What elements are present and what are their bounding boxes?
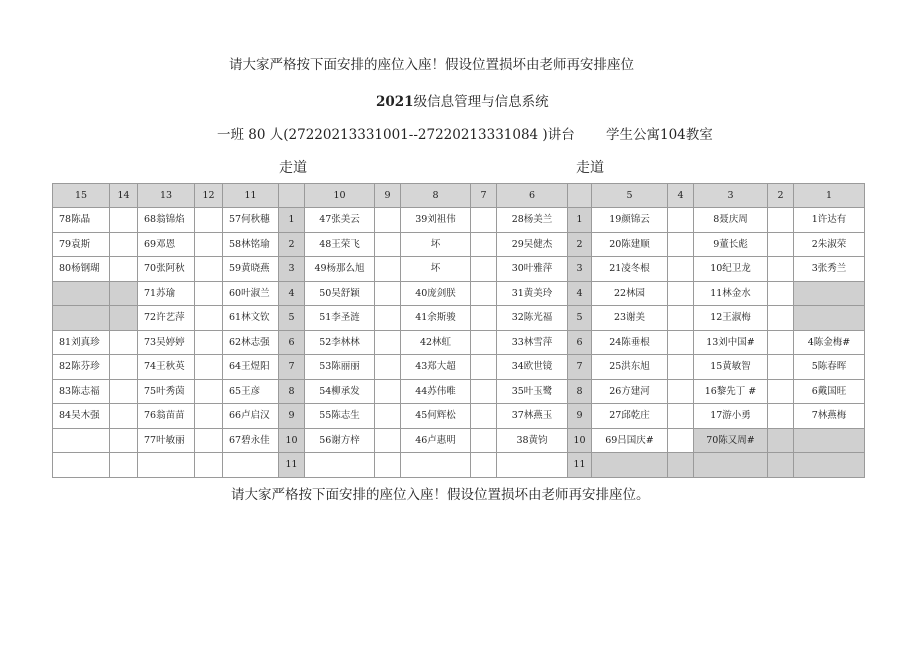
seat-cell: [668, 257, 694, 282]
seat-cell: 54柳承发: [305, 379, 375, 404]
seat-cell: [401, 453, 471, 478]
seat-cell: 69吕国庆#: [592, 428, 668, 453]
seat-cell: [375, 281, 401, 306]
seat-cell: [195, 306, 223, 331]
column-number: 11: [223, 184, 279, 208]
seat-cell: [668, 428, 694, 453]
seat-cell: [110, 232, 138, 257]
seat-row: [53, 281, 865, 306]
seat-cell: [53, 306, 110, 331]
seat-cell: [375, 306, 401, 331]
column-number: 9: [375, 184, 401, 208]
seat-cell: 31黄美玲: [497, 281, 568, 306]
seat-cell: [195, 208, 223, 233]
seat-cell: 52李林林: [305, 330, 375, 355]
seat-cell: [668, 330, 694, 355]
seat-cell: [110, 208, 138, 233]
seat-cell: [768, 232, 794, 257]
row-number: 10: [568, 428, 592, 453]
seat-cell: 23谢美: [592, 306, 668, 331]
seat-cell: [195, 453, 223, 478]
seat-cell: 69邓恩: [138, 232, 195, 257]
seat-cell: 20陈建顺: [592, 232, 668, 257]
column-number: [279, 184, 305, 208]
seat-cell: 61林文钦: [223, 306, 279, 331]
seat-cell: [375, 379, 401, 404]
notice-bottom: 请大家严格按下面安排的座位入座！假设位置损坏由老师再安排座位。: [231, 487, 650, 503]
title-rest: 级信息管理与信息系统: [413, 94, 549, 110]
seat-cell: [375, 257, 401, 282]
seat-cell: [668, 404, 694, 429]
seat-cell: 75叶秀茵: [138, 379, 195, 404]
seat-cell: 58林铭瑜: [223, 232, 279, 257]
seat-cell: 40庞剑朕: [401, 281, 471, 306]
column-number: 15: [53, 184, 110, 208]
seat-cell: [195, 330, 223, 355]
seat-cell: 25洪东旭: [592, 355, 668, 380]
seat-cell: [768, 281, 794, 306]
row-number: 7: [568, 355, 592, 380]
column-number: 12: [195, 184, 223, 208]
seat-cell: [471, 453, 497, 478]
column-number: 8: [401, 184, 471, 208]
seat-cell: [305, 453, 375, 478]
seat-row: [53, 257, 865, 282]
seat-cell: [471, 208, 497, 233]
seat-cell: [110, 257, 138, 282]
seat-cell: [110, 379, 138, 404]
column-number: 13: [138, 184, 195, 208]
seat-cell: 67碧永佳: [223, 428, 279, 453]
row-number: 11: [568, 453, 592, 478]
seat-cell: [53, 453, 110, 478]
seat-cell: [110, 330, 138, 355]
seat-cell: [668, 281, 694, 306]
row-number: 5: [279, 306, 305, 331]
seat-cell: [195, 232, 223, 257]
seat-cell: 81刘真珍: [53, 330, 110, 355]
seat-row: [53, 306, 865, 331]
row-number: 11: [279, 453, 305, 478]
seat-cell: [110, 281, 138, 306]
seat-cell: 44苏伟唯: [401, 379, 471, 404]
seat-cell: 4陈金梅#: [794, 330, 865, 355]
seat-cell: 65王彦: [223, 379, 279, 404]
seat-cell: [471, 428, 497, 453]
seat-cell: [768, 257, 794, 282]
seat-cell: 74王秋英: [138, 355, 195, 380]
row-number: 8: [279, 379, 305, 404]
seat-cell: 50吴舒颖: [305, 281, 375, 306]
seat-cell: [471, 281, 497, 306]
seat-row: [53, 208, 865, 233]
seat-cell: 68翁锦焰: [138, 208, 195, 233]
column-number: 1: [794, 184, 865, 208]
seat-cell: [794, 281, 865, 306]
seat-cell: [471, 306, 497, 331]
seat-cell: 2朱淑荣: [794, 232, 865, 257]
seating-table: [52, 183, 865, 478]
seat-cell: [668, 453, 694, 478]
seat-cell: [195, 355, 223, 380]
seat-cell: 17游小勇: [694, 404, 768, 429]
column-number: 10: [305, 184, 375, 208]
seat-row: [53, 379, 865, 404]
seat-cell: [375, 404, 401, 429]
column-number: 5: [592, 184, 668, 208]
seat-row: [53, 355, 865, 380]
seat-cell: 21凌冬根: [592, 257, 668, 282]
seat-cell: 56谢方梓: [305, 428, 375, 453]
seat-cell: 12王淑梅: [694, 306, 768, 331]
seat-cell: [375, 232, 401, 257]
row-number: 1: [279, 208, 305, 233]
column-number: [568, 184, 592, 208]
seat-cell: 43郑大超: [401, 355, 471, 380]
seat-cell: 78陈晶: [53, 208, 110, 233]
row-number: 6: [568, 330, 592, 355]
seat-cell: 70陈又周#: [694, 428, 768, 453]
row-number: 2: [568, 232, 592, 257]
seat-cell: 37林燕玉: [497, 404, 568, 429]
column-number: 3: [694, 184, 768, 208]
seat-cell: [668, 355, 694, 380]
seat-cell: 3张秀兰: [794, 257, 865, 282]
seat-cell: [110, 404, 138, 429]
seat-cell: [794, 453, 865, 478]
seat-cell: 55陈志生: [305, 404, 375, 429]
seat-cell: [668, 379, 694, 404]
seat-cell: 80杨钢瑚: [53, 257, 110, 282]
seat-cell: 11林金水: [694, 281, 768, 306]
seat-cell: 73吴婷婷: [138, 330, 195, 355]
seat-cell: 72许艺萍: [138, 306, 195, 331]
class-info: 一班 80 人(27220213331001--27220213331084 )讲台: [217, 127, 575, 143]
seat-cell: [195, 379, 223, 404]
seat-cell: [471, 404, 497, 429]
seat-cell: [768, 355, 794, 380]
seat-cell: 35叶玉鹭: [497, 379, 568, 404]
seat-cell: [471, 379, 497, 404]
row-number: 9: [568, 404, 592, 429]
seat-cell: [375, 330, 401, 355]
column-number: 2: [768, 184, 794, 208]
seat-cell: [471, 330, 497, 355]
seat-cell: 8聂庆周: [694, 208, 768, 233]
seat-cell: 84吴木强: [53, 404, 110, 429]
seat-cell: [195, 404, 223, 429]
seat-cell: 坏: [401, 257, 471, 282]
seat-cell: [668, 306, 694, 331]
seat-cell: 70张阿秋: [138, 257, 195, 282]
seat-cell: 38黄钧: [497, 428, 568, 453]
seat-cell: [471, 232, 497, 257]
notice-top: 请大家严格按下面安排的座位入座！假设位置损坏由老师再安排座位: [229, 57, 634, 73]
seat-cell: 5陈春晖: [794, 355, 865, 380]
seat-cell: [195, 428, 223, 453]
seat-cell: 64王煜阳: [223, 355, 279, 380]
seat-cell: [768, 330, 794, 355]
row-number: 5: [568, 306, 592, 331]
row-number: 8: [568, 379, 592, 404]
seat-row: [53, 428, 865, 453]
seat-cell: 59黄晓燕: [223, 257, 279, 282]
seat-cell: [195, 257, 223, 282]
seat-cell: 62林志强: [223, 330, 279, 355]
column-number: 6: [497, 184, 568, 208]
row-number: 2: [279, 232, 305, 257]
seat-cell: [668, 208, 694, 233]
seat-cell: [53, 428, 110, 453]
seat-cell: 22林园: [592, 281, 668, 306]
seat-cell: 66卢启汉: [223, 404, 279, 429]
seat-cell: 76翁苗苗: [138, 404, 195, 429]
seat-cell: [471, 257, 497, 282]
row-number: 3: [568, 257, 592, 282]
column-header-row: [53, 184, 865, 208]
seat-cell: 10纪卫龙: [694, 257, 768, 282]
seat-cell: 83陈志福: [53, 379, 110, 404]
seat-row: [53, 232, 865, 257]
seat-cell: 1许达有: [794, 208, 865, 233]
row-number: 9: [279, 404, 305, 429]
seat-cell: [768, 453, 794, 478]
seat-cell: 13刘中国#: [694, 330, 768, 355]
row-number: 10: [279, 428, 305, 453]
seat-cell: 71苏瑜: [138, 281, 195, 306]
seat-cell: [768, 379, 794, 404]
seat-cell: 82陈芬珍: [53, 355, 110, 380]
seat-cell: 26方建河: [592, 379, 668, 404]
seat-cell: 27邱乾庄: [592, 404, 668, 429]
seat-cell: 53陈丽丽: [305, 355, 375, 380]
column-number: 14: [110, 184, 138, 208]
seat-cell: 7林燕梅: [794, 404, 865, 429]
row-number: 6: [279, 330, 305, 355]
column-number: 7: [471, 184, 497, 208]
seat-cell: [375, 428, 401, 453]
seat-cell: [110, 428, 138, 453]
seat-cell: [592, 453, 668, 478]
seat-cell: [794, 306, 865, 331]
title-year: 2021: [376, 94, 414, 110]
seat-cell: 39刘祖伟: [401, 208, 471, 233]
seat-cell: [138, 453, 195, 478]
seat-cell: [471, 355, 497, 380]
seat-cell: [768, 306, 794, 331]
seat-cell: [110, 355, 138, 380]
row-number: 7: [279, 355, 305, 380]
seat-cell: [110, 306, 138, 331]
seat-cell: 15黄敏智: [694, 355, 768, 380]
seat-cell: [110, 453, 138, 478]
seat-cell: 32陈光福: [497, 306, 568, 331]
seat-cell: 16黎先丁 #: [694, 379, 768, 404]
seat-cell: [768, 428, 794, 453]
seat-cell: 坏: [401, 232, 471, 257]
seat-cell: 51李圣涟: [305, 306, 375, 331]
seat-cell: 30叶雅萍: [497, 257, 568, 282]
seat-cell: 33林雪萍: [497, 330, 568, 355]
seat-cell: [53, 281, 110, 306]
seat-cell: [794, 428, 865, 453]
aisle-label-right: 走道: [576, 160, 604, 176]
seat-row: [53, 453, 865, 478]
row-number: 3: [279, 257, 305, 282]
seat-cell: 47张美云: [305, 208, 375, 233]
seat-cell: [768, 208, 794, 233]
seat-cell: [195, 281, 223, 306]
seat-cell: [768, 404, 794, 429]
seat-cell: 77叶敏丽: [138, 428, 195, 453]
row-number: 1: [568, 208, 592, 233]
aisle-label-left: 走道: [279, 160, 307, 176]
seat-cell: 42林虹: [401, 330, 471, 355]
seat-cell: [223, 453, 279, 478]
seat-cell: [375, 453, 401, 478]
seat-cell: [375, 208, 401, 233]
seat-cell: 46卢惠明: [401, 428, 471, 453]
page-title: [376, 90, 549, 110]
seat-cell: 60叶淑兰: [223, 281, 279, 306]
seat-cell: 29吴健杰: [497, 232, 568, 257]
seat-cell: 24陈垂根: [592, 330, 668, 355]
seat-cell: 6戴国旺: [794, 379, 865, 404]
seat-cell: 28杨美兰: [497, 208, 568, 233]
seat-cell: 48王荣飞: [305, 232, 375, 257]
seat-cell: [668, 232, 694, 257]
seat-cell: [497, 453, 568, 478]
row-number: 4: [279, 281, 305, 306]
seat-cell: 9董长彪: [694, 232, 768, 257]
seat-cell: 34欧世镜: [497, 355, 568, 380]
column-number: 4: [668, 184, 694, 208]
seat-cell: 57何秋穗: [223, 208, 279, 233]
seat-cell: 19颜锦云: [592, 208, 668, 233]
seat-cell: [375, 355, 401, 380]
row-number: 4: [568, 281, 592, 306]
seat-cell: 41余斯骏: [401, 306, 471, 331]
seat-cell: 79袁斯: [53, 232, 110, 257]
seat-cell: 49杨那么旭: [305, 257, 375, 282]
seat-cell: [694, 453, 768, 478]
seat-cell: 45何辉松: [401, 404, 471, 429]
seat-row: [53, 330, 865, 355]
seat-row: [53, 404, 865, 429]
classroom-info: 学生公寓104教室: [606, 127, 713, 143]
